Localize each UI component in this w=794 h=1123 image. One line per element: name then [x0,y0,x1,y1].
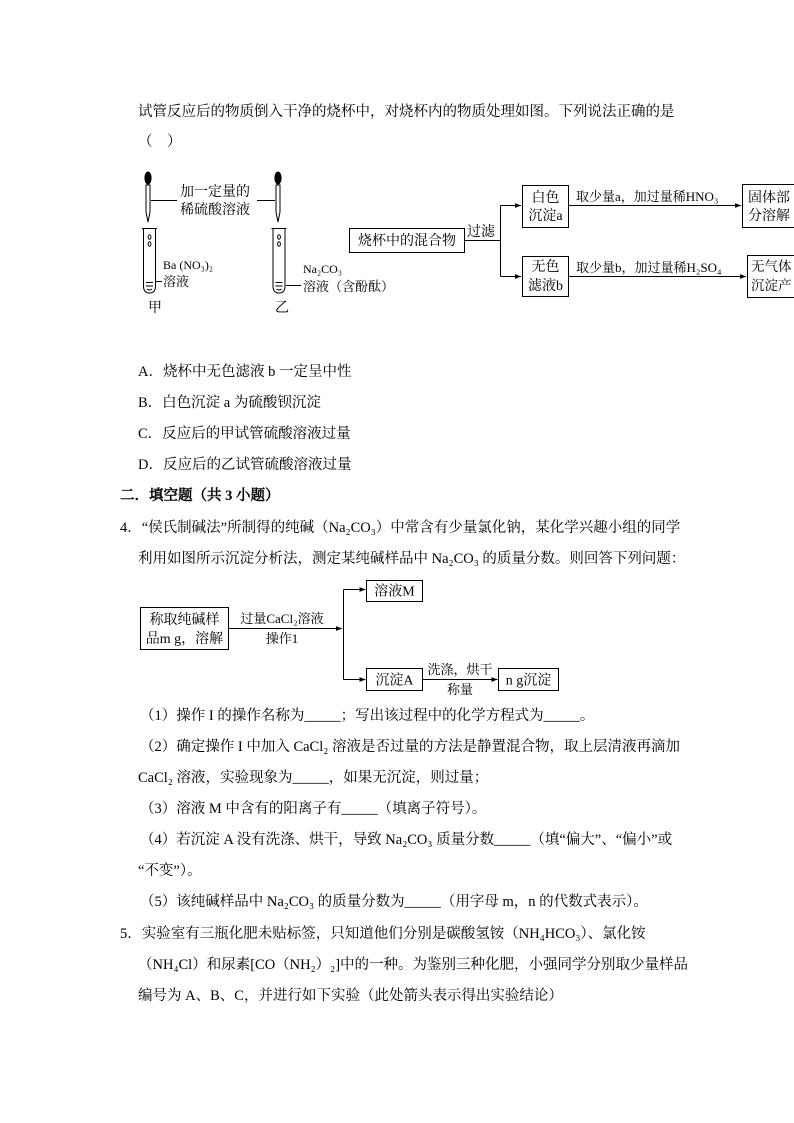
question-5-stem-line-3: 编号为 A、B、C，并进行如下实验（此处箭头表示得出实验结论） [138,988,563,1004]
option-b: B．白色沉淀 a 为硫酸钡沉淀 [138,395,321,411]
question-5-stem-line-2: （NH₄Cl）和尿素[CO（NH₂）₂]中的一种。为鉴别三种化肥，小强同学分别取少量样品 [138,957,689,973]
filter-label: 过滤 [467,225,495,240]
tube-yi-name: 乙 [275,301,289,316]
option-a: A．烧杯中无色滤液 b 一定呈中性 [138,364,352,380]
sample-box-text-line-1: 称取纯碱样 [149,613,220,628]
question-3-stem-line-1: 试管反应后的物质倒入干净的烧杯中，对烧杯内的物质处理如图。下列说法正确的是 [138,104,675,120]
reagent-label: 过量CaCl₂溶液 [240,611,324,626]
section-heading: 二．填空题（共 3 小题） [120,488,280,504]
tube-yi-reagent: Na₂CO₃ [303,262,343,276]
result-a-text-line-2: 分溶解 [748,209,790,224]
dropper-left [144,172,151,223]
question-4-figure [0,575,794,700]
dropper-right [274,172,281,223]
step-a-label: 取少量a，加过量稀HNO₃ [576,189,719,204]
tube-body [144,229,156,294]
dropper-bulb [274,172,281,185]
subquestion-1-line-1: （1）操作 I 的操作名称为_____；写出该过程中的化学方程式为_____。 [140,708,595,724]
filtrate-b-text-line-1: 无色 [531,260,560,275]
dropper-tube [276,185,280,222]
result-box-text: n g沉淀 [505,673,552,689]
tube-jia-reagent-suffix: 溶液 [163,274,190,289]
option-d: D．反应后的乙试管硫酸溶液过量 [138,457,352,473]
tube-body [273,229,285,294]
operation-label: 操作1 [265,631,299,646]
liquid-surface [276,283,283,291]
liquid-droplet [148,235,151,239]
tube-yi-reagent-suffix: 溶液（含酚酞） [303,279,395,294]
tube-jia-reagent: Ba (NO₃)₂ [163,258,214,272]
sample-box-text-line-2: 品m g，溶解 [145,632,224,647]
subquestion-5-line-1: （5）该纯碱样品中 Na₂CO₃ 的质量分数为_____（用字母 m，n 的代数式表示）。 [140,894,648,910]
subquestion-3-line-1: （3）溶液 M 中含有的阳离子有_____（填离子符号）。 [140,801,487,817]
liquid-droplet [278,235,281,239]
option-c: C．反应后的甲试管硫酸溶液过量 [138,426,351,442]
subquestion-2-line-2: CaCl₂ 溶液，实验现象为_____，如果无沉淀，则过量； [138,770,489,786]
liquid-droplet [148,242,151,246]
step-b-label: 取少量b，加过量稀H₂SO₄ [576,260,722,275]
result-b-text-line-2: 沉淀产 [751,278,792,293]
tube-jia-name: 甲 [148,301,162,316]
answer-parentheses: （ ） [138,134,182,150]
filtrate-b-text-line-2: 滤液b [528,279,563,294]
weigh-label: 称量 [446,682,474,697]
precipitate-a-text: 沉淀A [375,673,414,689]
question-3-figure [0,165,794,325]
dropper-bulb [144,172,151,185]
dropper-label-line-2: 稀硫酸溶液 [180,203,250,218]
dropper-tube [146,185,150,222]
question-4-stem-line-2: 利用如图所示沉淀分析法，测定某纯碱样品中 Na₂CO₃ 的质量分数。则回答下列问题： [138,551,686,567]
liquid-surface [146,283,153,291]
subquestion-2-line-1: （2）确定操作 I 中加入 CaCl₂ 溶液是否过量的方法是静置混合物，取上层清液再滴加 [140,739,680,755]
question-5-stem-line-1: 5．实验室有三瓶化肥未贴标签，只知道他们分别是碳酸氢铵（NH₄HCO₃）、氯化铵 [120,926,646,942]
precipitate-a-text-line-1: 白色 [531,191,560,206]
solution-m-text: 溶液M [374,584,415,600]
subquestion-4-line-2: “不变”）。 [138,863,202,879]
precipitate-a-text-line-2: 沉淀a [528,209,563,224]
mixture-box-text: 烧杯中的混合物 [358,234,456,249]
subquestion-4-line-1: （4）若沉淀 A 没有洗涤、烘干，导致 Na₂CO₃ 质量分数_____（填“偏大”、“偏小”或 [140,832,673,848]
question-4-stem-line-1: 4．“侯氏制碱法”所制得的纯碱（Na₂CO₃）中常含有少量氯化钠，某化学兴趣小组的同学 [120,520,681,536]
dropper-label-line-1: 加一定量的 [180,185,250,200]
wash-label: 洗涤，烘干 [427,662,493,677]
result-b-text-line-1: 无气体 [751,259,792,274]
liquid-droplet [278,242,281,246]
result-a-text-line-1: 固体部 [748,191,790,206]
test-tube-yi [272,229,287,294]
test-tube-jia [142,229,157,294]
